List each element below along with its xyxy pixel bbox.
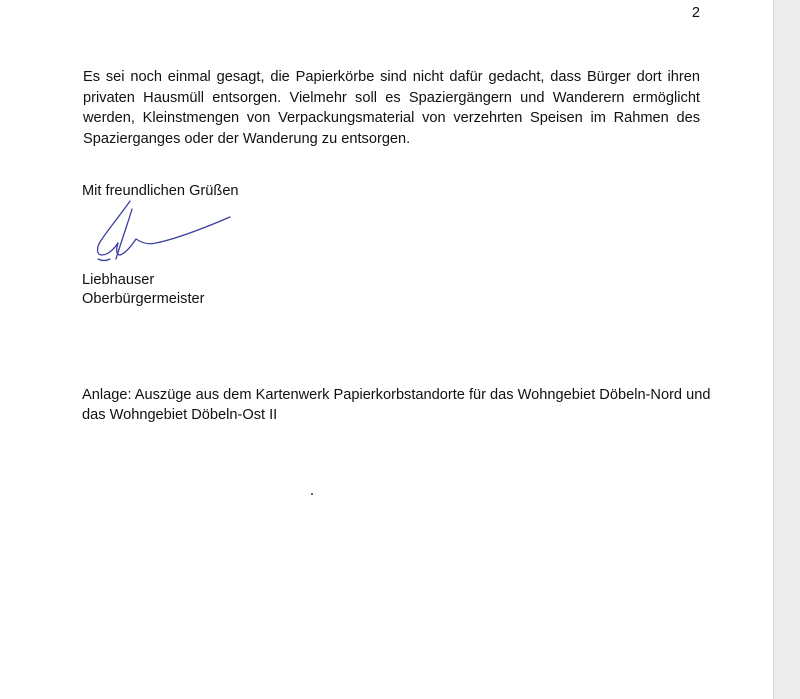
closing-salutation: Mit freundlichen Grüßen — [82, 183, 239, 199]
viewer-side-margin — [773, 0, 800, 699]
paragraph-line: privaten Hausmüll entsorgen. Vielmehr soll es Spaziergängern und Wanderern ermöglicht — [83, 89, 700, 106]
attachment-note — [82, 385, 711, 425]
signer-name: Liebhauser — [82, 272, 155, 288]
attachment-line: Anlage: Auszüge aus dem Kartenwerk Papierkorbstandorte für das Wohngebiet Döbeln-Nord und — [82, 387, 711, 403]
handwritten-signature — [92, 199, 237, 265]
stray-mark — [311, 493, 313, 495]
paragraph-line: Spazierganges oder der Wanderung zu entsorgen. — [83, 130, 411, 147]
paragraph-line: werden, Kleinstmengen von Verpackungsmaterial von verzehrten Speisen im Rahmen des — [83, 110, 700, 127]
page-number: 2 — [691, 5, 700, 21]
body-paragraph — [83, 67, 700, 149]
attachment-line: das Wohngebiet Döbeln-Ost II — [82, 407, 278, 423]
paragraph-line: Es sei noch einmal gesagt, die Papierkörbe sind nicht dafür gedacht, dass Bürger dort ihren — [83, 69, 700, 85]
signer-title: Oberbürgermeister — [82, 291, 205, 307]
